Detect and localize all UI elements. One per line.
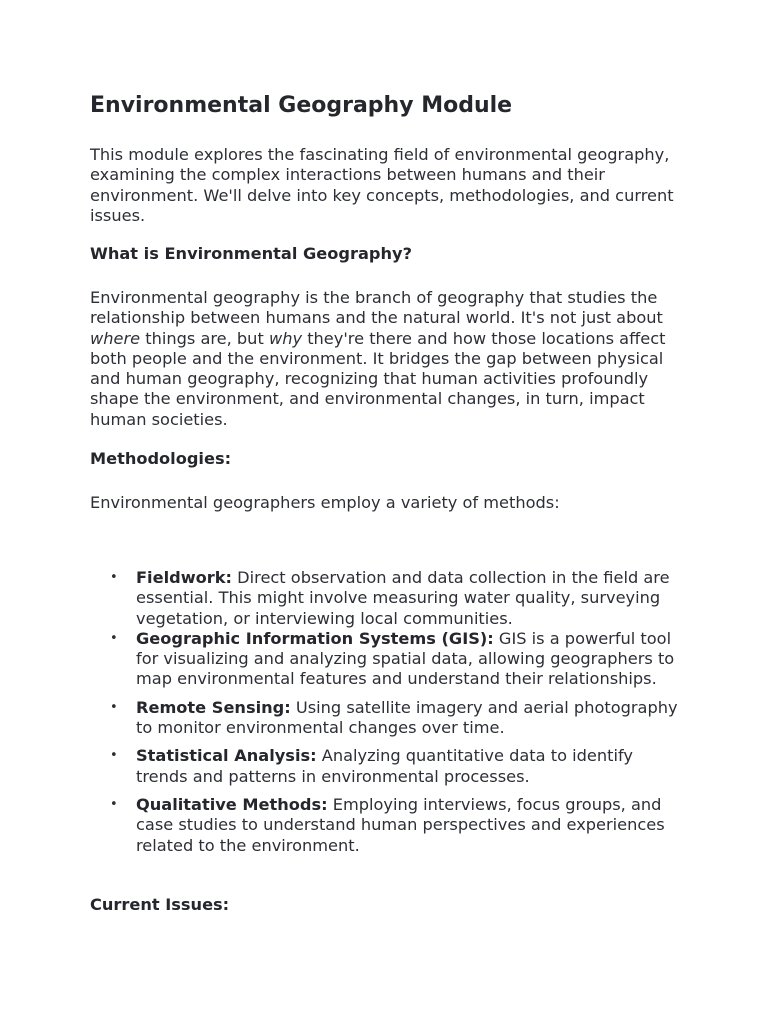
what-text-start: Environmental geography is the branch of geography that studies the relationship between humans and the natural world. It's not just about	[90, 288, 663, 328]
what-text-end: they're there and how those locations affect both people and the environment. It bridges the gap between physical and human geography, recognizing that human activities profoundly shape the environment, and environmental changes, in turn, impact human societies.	[90, 328, 666, 429]
method-term: Geographic Information Systems (GIS):	[136, 628, 494, 648]
method-term: Qualitative Methods:	[136, 794, 328, 814]
page-title: Environmental Geography Module	[90, 93, 513, 118]
section-heading-methodologies: Methodologies:	[90, 449, 232, 468]
method-text: Using satellite imagery and aerial photography to monitor environmental changes over time.	[136, 697, 678, 738]
emphasis-why: why	[268, 328, 303, 348]
what-text-mid: things are, but	[140, 328, 269, 348]
method-term: Remote Sensing:	[136, 697, 291, 717]
methodologies-intro: Environmental geographers employ a variety of methods:	[90, 493, 560, 512]
bullet-icon: •	[110, 630, 118, 646]
section-heading-current-issues: Current Issues:	[90, 895, 230, 914]
method-text: GIS is a powerful tool for visualizing and analyzing spatial data, allowing geographers to map environmental features and understand their relationships.	[136, 628, 675, 689]
list-item	[90, 568, 680, 629]
bullet-icon: •	[110, 748, 118, 764]
methods-list	[90, 568, 680, 864]
bullet-icon: •	[110, 699, 118, 715]
method-text: Employing interviews, focus groups, and case studies to understand human perspectives and experiences related to the environment.	[136, 794, 665, 855]
list-item	[90, 795, 680, 856]
list-item	[90, 698, 680, 739]
list-item	[90, 629, 680, 690]
list-item	[90, 746, 680, 787]
bullet-icon: •	[110, 796, 118, 812]
method-term: Fieldwork:	[136, 568, 233, 587]
method-text: Analyzing quantitative data to identify trends and patterns in environmental processes.	[136, 746, 633, 786]
intro-paragraph: This module explores the fascinating field of environmental geography, examining the complex interactions between humans and their environment. We'll delve into key concepts, methodologies, and current issues.	[90, 145, 674, 225]
bullet-icon: •	[110, 570, 118, 585]
section-heading-what: What is Environmental Geography?	[90, 244, 412, 263]
emphasis-where: where	[90, 328, 141, 348]
method-term: Statistical Analysis:	[136, 746, 317, 766]
what-paragraph	[90, 288, 680, 430]
method-text: Direct observation and data collection in the field are essential. This might involve measuring water quality, surveying vegetation, or interviewing local communities.	[136, 568, 670, 628]
